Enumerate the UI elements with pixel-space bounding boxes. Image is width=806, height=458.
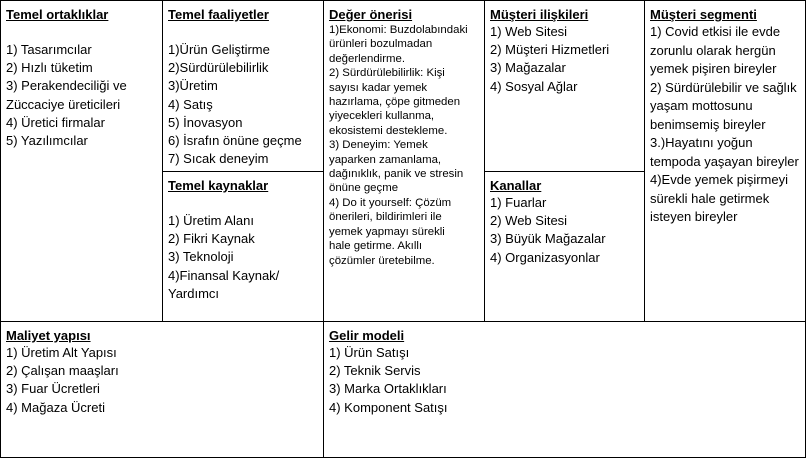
list-item: 2) Sürdürülebilir ve sağlık yaşam mottosunu benimsemiş bireyler: [650, 79, 797, 132]
list-item: 4)Evde yemek pişirmeyi sürekli hale getirmek isteyen bireyler: [650, 172, 788, 224]
list-item: 4) Satış: [168, 96, 213, 112]
list-item: yemek yapmayı sürekli: [329, 225, 445, 238]
value-proposition-title: Değer önerisi: [329, 7, 413, 22]
list-item: 3) Fuar Ücretleri: [6, 381, 100, 397]
list-item: 6) İsrafın önüne geçme: [168, 133, 302, 149]
list-item: 5) Yazılımcılar: [6, 133, 88, 149]
list-item: sayısı kadar yemek: [329, 81, 428, 94]
list-item: ürünleri bozulmadan: [329, 38, 433, 51]
list-item: 2) Müşteri Hizmetleri: [490, 42, 610, 58]
revenue-model-title: Gelir modeli: [329, 328, 405, 343]
cost-structure-section: [0, 321, 324, 458]
key-resources-list: [163, 212, 323, 303]
list-item: 3) Deneyim: Yemek: [329, 139, 428, 152]
list-item: 1)Ekonomi: Buzdolabındaki: [329, 24, 468, 36]
list-item: 3) Büyük Mağazalar: [490, 231, 606, 247]
key-partners-section: [0, 0, 163, 322]
list-item: 4) Organizasyonlar: [490, 249, 600, 265]
list-item: 3) Perakendeciliği ve: [6, 78, 127, 94]
key-partners-list: [1, 41, 162, 150]
list-item: 4) Üretici firmalar: [6, 114, 105, 130]
key-partners-title: Temel ortaklıklar: [6, 7, 109, 22]
list-item: önerileri, bildirimleri ile: [329, 211, 442, 224]
channels-title: Kanallar: [490, 178, 542, 193]
customer-segments-title: Müşteri segmenti: [650, 7, 757, 22]
key-resources-section: [162, 171, 324, 322]
list-item: 4) Mağaza Ücreti: [6, 399, 105, 415]
list-item: 2) Web Sitesi: [490, 213, 568, 229]
list-item: 4)Finansal Kaynak/: [168, 267, 280, 283]
list-item: 3.)Hayatını yoğun tempoda yaşayan bireyler: [650, 135, 799, 169]
list-item: Yardımcı: [168, 285, 220, 301]
customer-segments-section: [644, 0, 806, 322]
revenue-model-section: [323, 321, 806, 458]
list-item: 3) Mağazalar: [490, 60, 566, 76]
list-item: 1) Üretim Alt Yapısı: [6, 345, 117, 360]
list-item: 2) Fikri Kaynak: [168, 231, 255, 247]
key-activities-section: [162, 0, 324, 172]
list-item: 1) Üretim Alanı: [168, 213, 254, 228]
key-activities-list: [163, 41, 323, 168]
list-item: 2)Sürdürülebilirlik: [168, 60, 269, 76]
list-item: ekosistemi destekleme.: [329, 124, 448, 137]
list-item: Züccaciye üreticileri: [6, 96, 121, 112]
list-item: 1) Web Sitesi: [490, 24, 568, 39]
list-item: 4) Sosyal Ağlar: [490, 78, 578, 94]
list-item: 2) Teknik Servis: [329, 363, 421, 379]
list-item: çözümler üretebilme.: [329, 254, 435, 267]
list-item: değerlendirme.: [329, 52, 405, 65]
value-proposition-section: [323, 0, 485, 322]
cost-structure-title: Maliyet yapısı: [6, 328, 91, 343]
list-item: 2) Sürdürülebilirlik: Kişi: [329, 67, 445, 80]
key-resources-title: Temel kaynaklar: [168, 178, 269, 193]
list-item: 1) Ürün Satışı: [329, 345, 410, 360]
list-item: 2) Hızlı tüketim: [6, 60, 93, 76]
customer-relationships-list: [485, 23, 644, 96]
list-item: 4) Do it yourself: Çözüm: [329, 196, 452, 209]
list-item: hale getirme. Akıllı: [329, 240, 423, 253]
cost-structure-list: [1, 344, 323, 417]
revenue-model-list: [324, 344, 805, 417]
list-item: hazırlama, çöpe gitmeden: [329, 96, 461, 109]
channels-list: [485, 194, 644, 267]
list-item: önüne geçme: [329, 182, 399, 195]
list-item: 3)Üretim: [168, 78, 218, 94]
list-item: 3) Marka Ortaklıkları: [329, 381, 447, 397]
list-item: 7) Sıcak deneyim: [168, 151, 269, 167]
value-proposition-list: [324, 23, 484, 268]
list-item: 1) Covid etkisi ile evde zorunlu olarak hergün yemek pişiren bireyler: [650, 24, 781, 76]
list-item: 5) İnovasyon: [168, 114, 243, 130]
list-item: 1) Fuarlar: [490, 195, 547, 210]
list-item: 1) Tasarımcılar: [6, 42, 92, 57]
customer-segments-list: [645, 23, 805, 227]
list-item: 1)Ürün Geliştirme: [168, 42, 270, 57]
list-item: yiyecekleri kullanma,: [329, 110, 435, 123]
customer-relationships-title: Müşteri ilişkileri: [490, 7, 589, 22]
list-item: yaparken zamanlama,: [329, 153, 442, 166]
list-item: dağınıklık, panik ve stresin: [329, 168, 464, 181]
list-item: 3) Teknoloji: [168, 249, 234, 265]
channels-section: [484, 171, 645, 322]
list-item: 4) Komponent Satışı: [329, 399, 448, 415]
list-item: 2) Çalışan maaşları: [6, 363, 119, 379]
customer-relationships-section: [484, 0, 645, 172]
key-activities-title: Temel faaliyetler: [168, 7, 269, 22]
